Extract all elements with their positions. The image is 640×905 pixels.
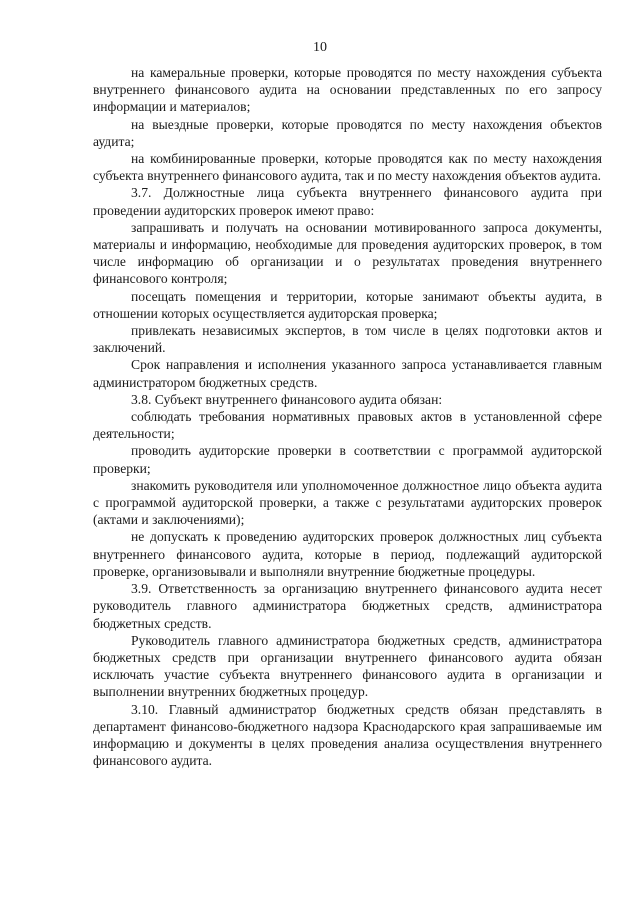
paragraph-inform-head: знакомить руководителя или уполномоченное должностное лицо объекта аудита с программой аудиторской проверки, а также с результатами аудиторских проверок (актами и заключениями); xyxy=(93,477,602,528)
paragraph-3-9-responsibility: 3.9. Ответственность за организацию внутреннего финансового аудита несет руководитель главного администратора бюджетных средств, администратора бюджетных средств. xyxy=(93,581,602,631)
paragraph-desk-audits: на камеральные проверки, которые проводятся по месту нахождения субъекта внутреннего финансового аудита на основании представленных по его запросу информации и материалов; xyxy=(93,65,602,115)
paragraph-conduct-audits: проводить аудиторские проверки в соответствии с программой аудиторской проверки; xyxy=(93,443,602,476)
paragraph-visit-premises: посещать помещения и территории, которые занимают объекты аудита, в отношении которых осуществляется аудиторская проверка; xyxy=(93,288,602,321)
paragraph-exclude-officials: не допускать к проведению аудиторских проверок должностных лиц субъекта внутреннего финансового аудита, которые в период, подлежащий аудиторской проверке, организовывали и выполняли внутренние бюджетные процедуры. xyxy=(93,529,602,579)
paragraph-comply-requirements: соблюдать требования нормативных правовых актов в установленной сфере деятельности; xyxy=(93,409,602,442)
paragraph-combined-audits: на комбинированные проверки, которые проводятся как по месту нахождения субъекта внутреннего финансового аудита, так и по месту нахождения объектов аудита. xyxy=(93,151,602,184)
document-body xyxy=(93,64,602,769)
paragraph-request-documents: запрашивать и получать на основании мотивированного запроса документы, материалы и информацию, необходимые для проведения аудиторских проверок, в том числе информацию об организации и о результатах проведения внутреннего финансового контроля; xyxy=(93,219,602,287)
paragraph-3-7-heading: 3.7. Должностные лица субъекта внутреннего финансового аудита при проведении аудиторских проверок имеют право: xyxy=(93,185,602,218)
paragraph-3-10-reporting: 3.10. Главный администратор бюджетных средств обязан представлять в департамент финансово-бюджетного надзора Краснодарского края запрашиваемые им информацию и документы в целях проведения анализа осуществления внутреннего финансового аудита. xyxy=(93,701,602,769)
paragraph-engage-experts: привлекать независимых экспертов, в том числе в целях подготовки актов и заключений. xyxy=(93,323,602,356)
paragraph-3-8-heading: 3.8. Субъект внутреннего финансового аудита обязан: xyxy=(131,391,443,407)
paragraph-request-deadline: Срок направления и исполнения указанного запроса устанавливается главным администратором бюджетных средств. xyxy=(93,357,602,390)
paragraph-head-obligation: Руководитель главного администратора бюджетных средств, администратора бюджетных средств при организации внутреннего финансового аудита обязан исключать участие субъекта внутреннего финансового аудита в организации и выполнении внутренних бюджетных процедур. xyxy=(93,632,602,700)
paragraph-field-audits: на выездные проверки, которые проводятся по месту нахождения объектов аудита; xyxy=(93,116,602,149)
page-number: 10 xyxy=(313,40,327,55)
